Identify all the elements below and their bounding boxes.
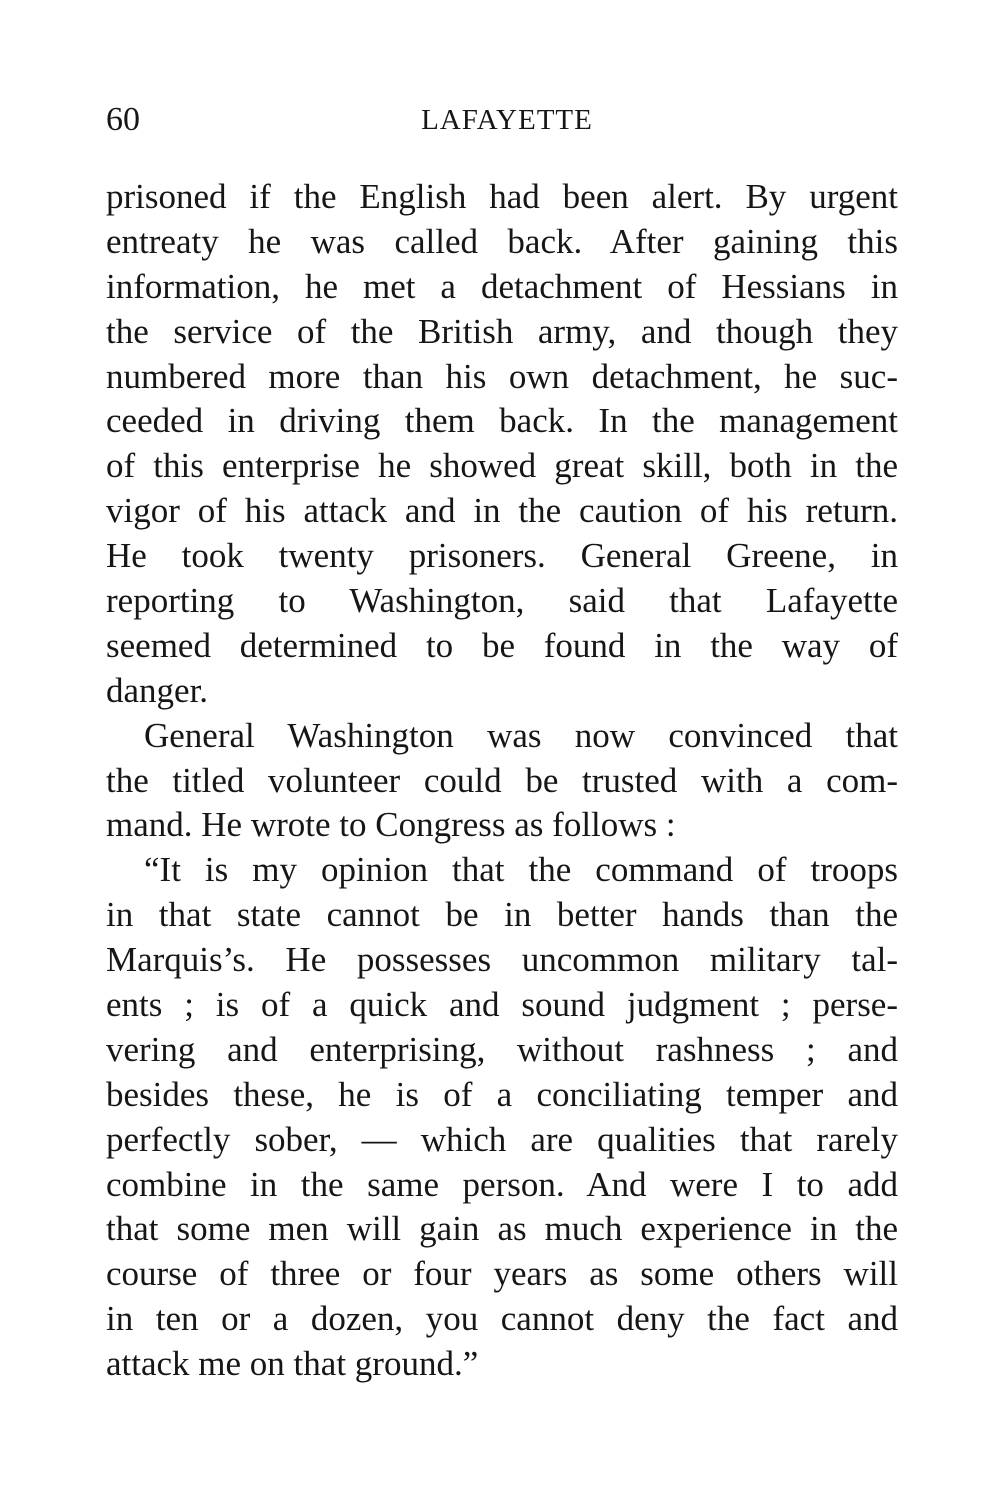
text-line: information, he met a detachment of Hessians in (106, 266, 898, 306)
running-title: LAFAYETTE (421, 104, 593, 136)
text-line: He took twenty prisoners. General Greene, in (106, 536, 898, 576)
text-line: attack me on that ground.” (106, 1344, 479, 1384)
text-line: the service of the British army, and though they (106, 311, 898, 351)
text-line: mand. He wrote to Congress as follows : (106, 805, 676, 845)
text-line: General Washington was now convinced that (144, 715, 898, 755)
text-line: “It is my opinion that the command of troops (144, 850, 898, 890)
text-line: numbered more than his own detachment, he suc- (106, 356, 898, 396)
text-line: besides these, he is of a conciliating temper and (106, 1074, 898, 1114)
running-head (106, 98, 896, 142)
text-line: in that state cannot be in better hands than the (106, 895, 898, 935)
text-line: the titled volunteer could be trusted with a com- (106, 760, 898, 800)
text-line: perfectly sober, — which are qualities that rarely (106, 1119, 898, 1159)
text-line: entreaty he was called back. After gaining this (106, 221, 898, 261)
text-line: combine in the same person. And were I to add (106, 1164, 898, 1204)
text-line: danger. (106, 670, 209, 710)
text-line: that some men will gain as much experience in the (106, 1209, 898, 1249)
text-line: ents ; is of a quick and sound judgment ; perse- (106, 985, 898, 1025)
text-line: ceeded in driving them back. In the management (106, 401, 898, 441)
text-line: vering and enterprising, without rashness ; and (106, 1029, 898, 1069)
text-line: of this enterprise he showed great skill, both in the (106, 446, 898, 486)
text-line: in ten or a dozen, you cannot deny the fact and (106, 1299, 898, 1339)
text-line: seemed determined to be found in the way of (106, 625, 898, 665)
text-line: vigor of his attack and in the caution of his return. (106, 491, 898, 531)
text-line: reporting to Washington, said that Lafayette (106, 581, 898, 621)
page-number: 60 (106, 101, 140, 138)
text-line: Marquis’s. He possesses uncommon military tal- (106, 940, 898, 980)
text-line: course of three or four years as some others will (106, 1254, 898, 1294)
text-line: prisoned if the English had been alert. By urgent (106, 177, 898, 216)
body-text (106, 175, 898, 1387)
